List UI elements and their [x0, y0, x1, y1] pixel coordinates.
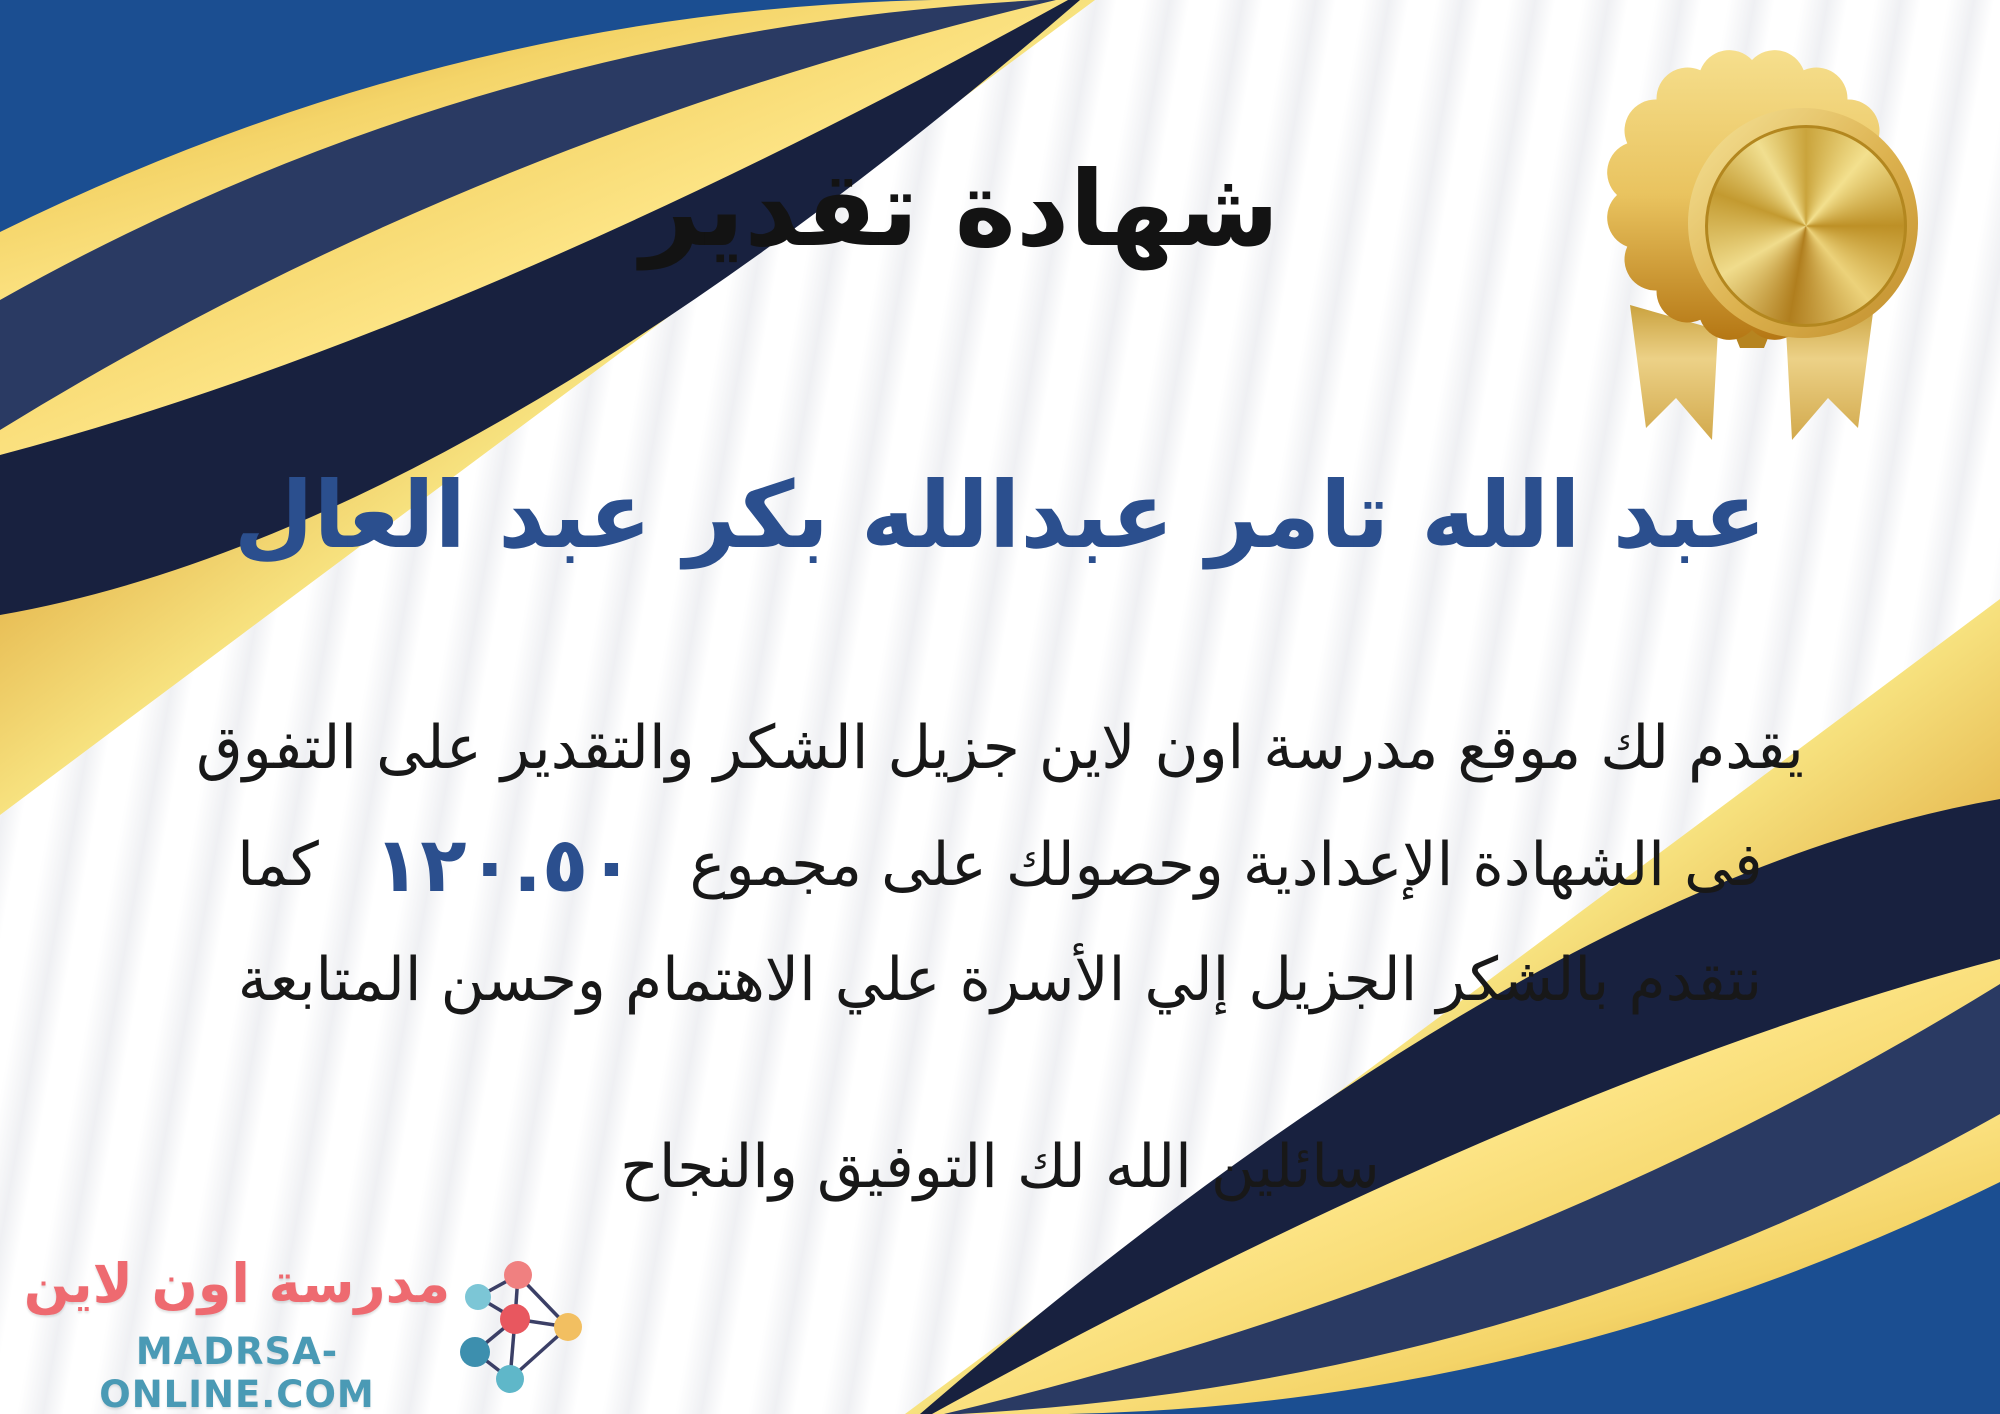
certificate-body [40, 700, 1960, 1035]
logo-domain-text: MADRSA-ONLINE.COM [99, 1330, 375, 1414]
certificate-title: شهادة تقدير [640, 148, 1280, 270]
score-value: ١٢٠.٥٠ [373, 820, 635, 910]
body-line-2 [40, 803, 1960, 926]
student-name: عبد الله تامر عبدالله بكر عبد العال [233, 462, 1767, 569]
body-line-2-after: كما [237, 830, 319, 901]
body-line-2-before: فى الشهادة الإعدادية وحصولك على مجموع [689, 830, 1763, 901]
body-line-3: نتقدم بالشكر الجزيل إلي الأسرة علي الاهتمام وحسن المتابعة [237, 945, 1763, 1016]
network-graph-icon [460, 1257, 595, 1402]
body-line-1: يقدم لك موقع مدرسة اون لاين جزيل الشكر والتقدير على التفوق [196, 713, 1804, 783]
site-logo [22, 1252, 602, 1414]
logo-arabic-text: مدرسة اون لاين [23, 1252, 451, 1315]
closing-line: سائلين الله لك التوفيق والنجاح [620, 1132, 1380, 1202]
